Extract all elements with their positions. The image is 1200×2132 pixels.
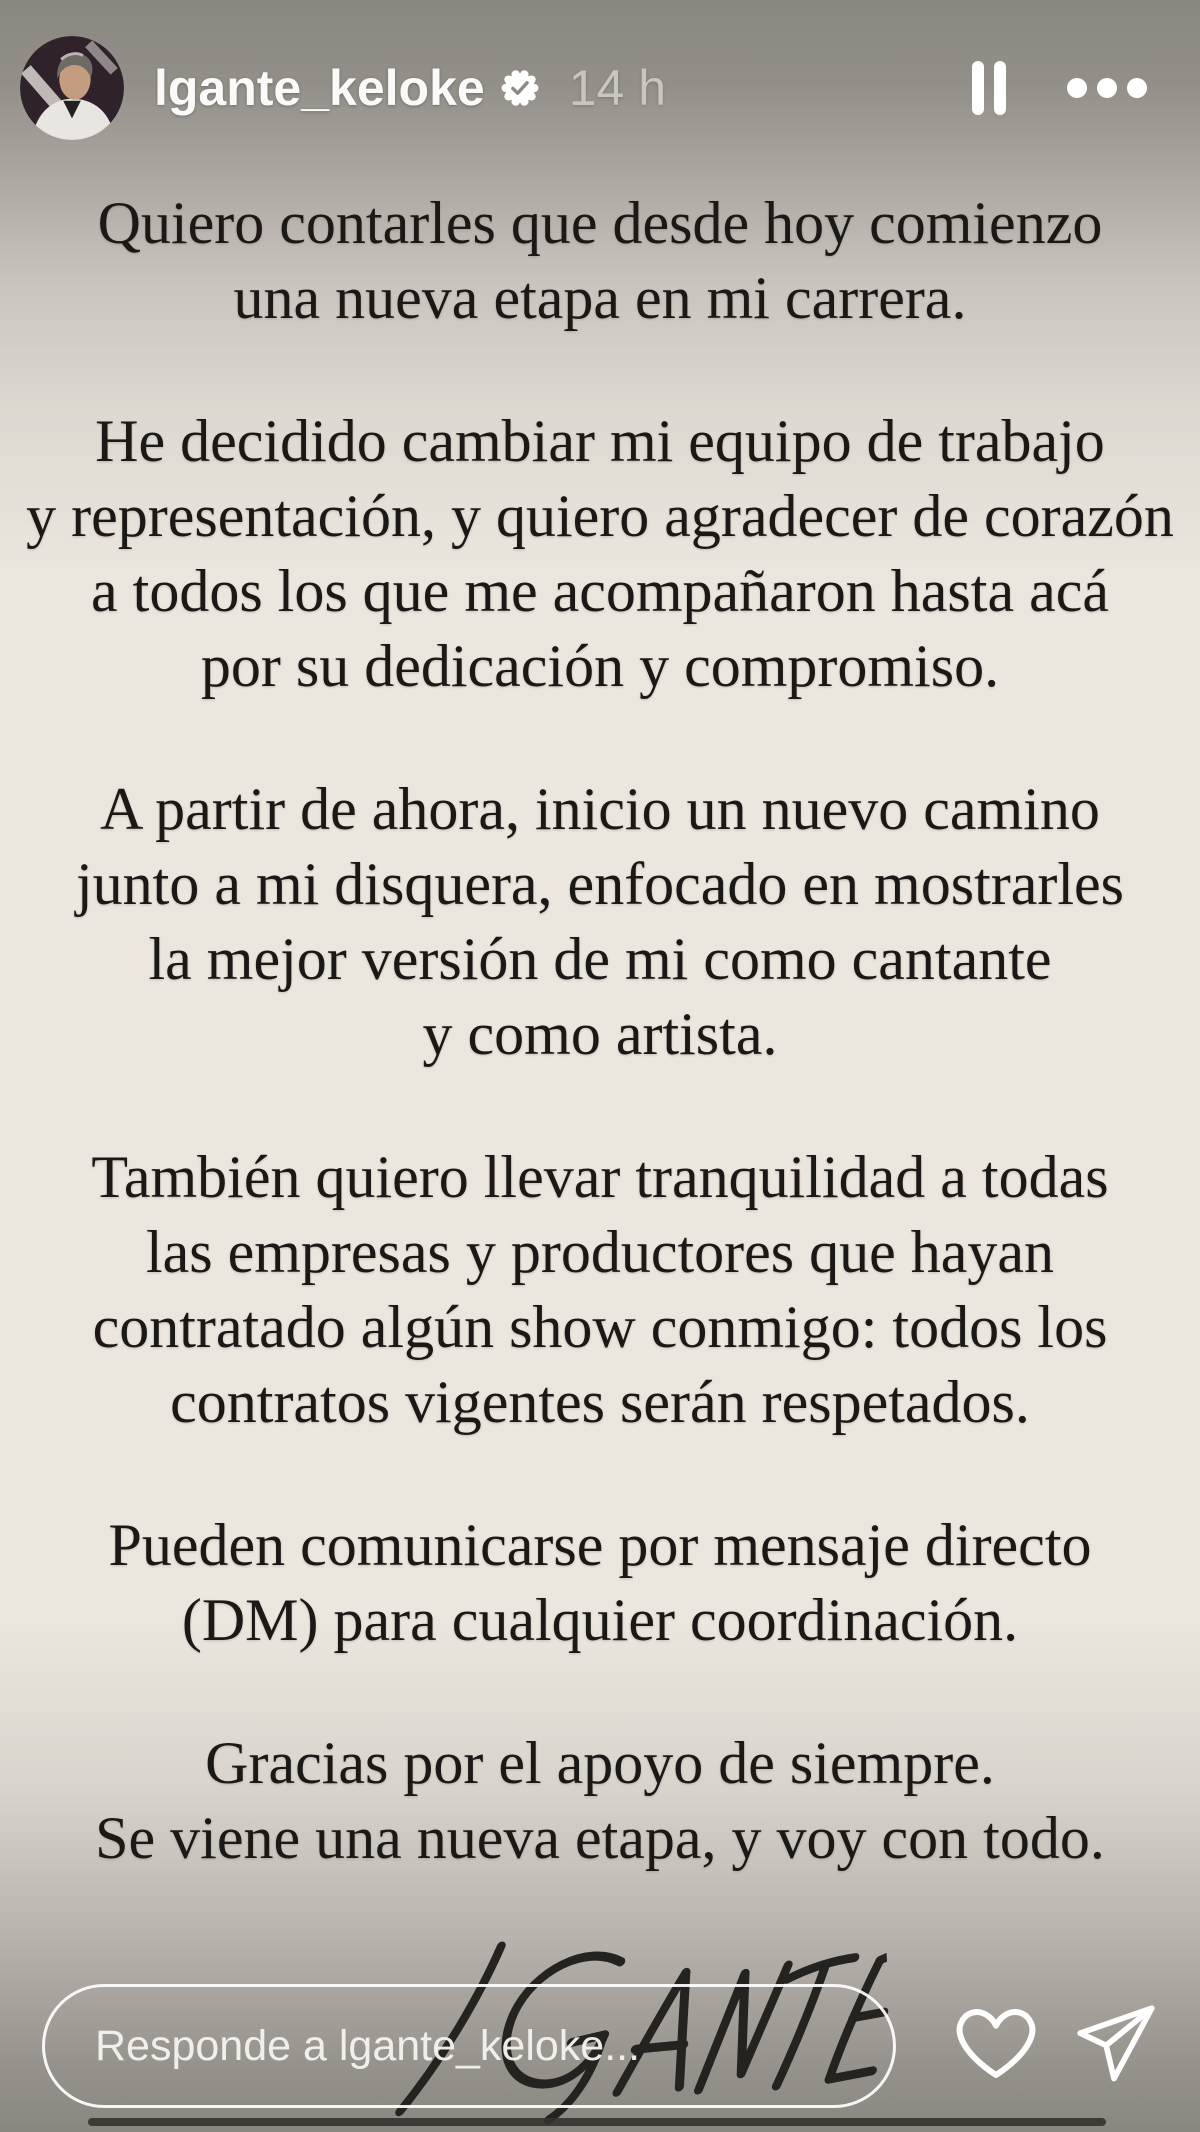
story-text-line: Gracias por el apoyo de siempre. [205, 1730, 995, 1796]
story-text-line: y representación, y quiero agradecer de corazón [26, 483, 1174, 549]
more-options-icon [1066, 77, 1148, 99]
story-text-line: por su dedicación y compromiso. [200, 633, 1000, 699]
story-text-line: contratado algún show conmigo: todos los [92, 1294, 1108, 1360]
story-text-line: una nueva etapa en mi carrera. [233, 265, 967, 331]
reply-input[interactable] [45, 1987, 893, 2105]
story-text-line: a todos los que me acompañaron hasta acá [91, 558, 1109, 624]
story-header [0, 36, 1200, 140]
story-paragraph [0, 1140, 1200, 1440]
story-text-line: y como artista. [422, 1001, 778, 1067]
header-actions [972, 61, 1200, 115]
story-text-line: las empresas y productores que hayan [145, 1219, 1055, 1285]
pause-button[interactable] [972, 61, 1006, 115]
story-text-line: También quiero llevar tranquilidad a todas [91, 1144, 1109, 1210]
story-text-line: (DM) para cualquier coordinación. [181, 1587, 1019, 1653]
story-text-line: contratos vigentes serán respetados. [170, 1369, 1030, 1435]
share-button[interactable] [1074, 2002, 1158, 2086]
more-options-button[interactable] [1066, 77, 1148, 99]
heart-icon [953, 2004, 1039, 2084]
story-text-line: He decidido cambiar mi equipo de trabajo [95, 408, 1105, 474]
reply-pill [42, 1984, 896, 2108]
story-text-block [0, 186, 1200, 1876]
story-text-line: junto a mi disquera, enfocado en mostrarles [75, 851, 1124, 917]
avatar-image [20, 36, 124, 140]
story-text-line: A partir de ahora, inicio un nuevo camino [100, 776, 1100, 842]
home-indicator [88, 2118, 1106, 2126]
avatar[interactable] [20, 36, 124, 140]
story-text-line: Pueden comunicarse por mensaje directo [108, 1512, 1092, 1578]
story-paragraph [0, 1726, 1200, 1876]
story-paragraph [0, 404, 1200, 704]
username[interactable]: lgante_keloke [154, 60, 485, 116]
pause-icon [972, 61, 1006, 115]
verified-badge-icon [501, 69, 539, 107]
story-paragraph [0, 1508, 1200, 1658]
like-button[interactable] [953, 2004, 1039, 2084]
share-icon [1074, 2002, 1158, 2086]
story-paragraph [0, 186, 1200, 336]
story-paragraph [0, 772, 1200, 1072]
story-text-line: Se viene una nueva etapa, y voy con todo. [95, 1805, 1105, 1871]
story-text-line: Quiero contarles que desde hoy comienzo [97, 190, 1103, 256]
story-text-line: la mejor versión de mi como cantante [148, 926, 1052, 992]
story-timestamp: 14 h [568, 60, 667, 116]
story-footer [0, 1980, 1200, 2112]
